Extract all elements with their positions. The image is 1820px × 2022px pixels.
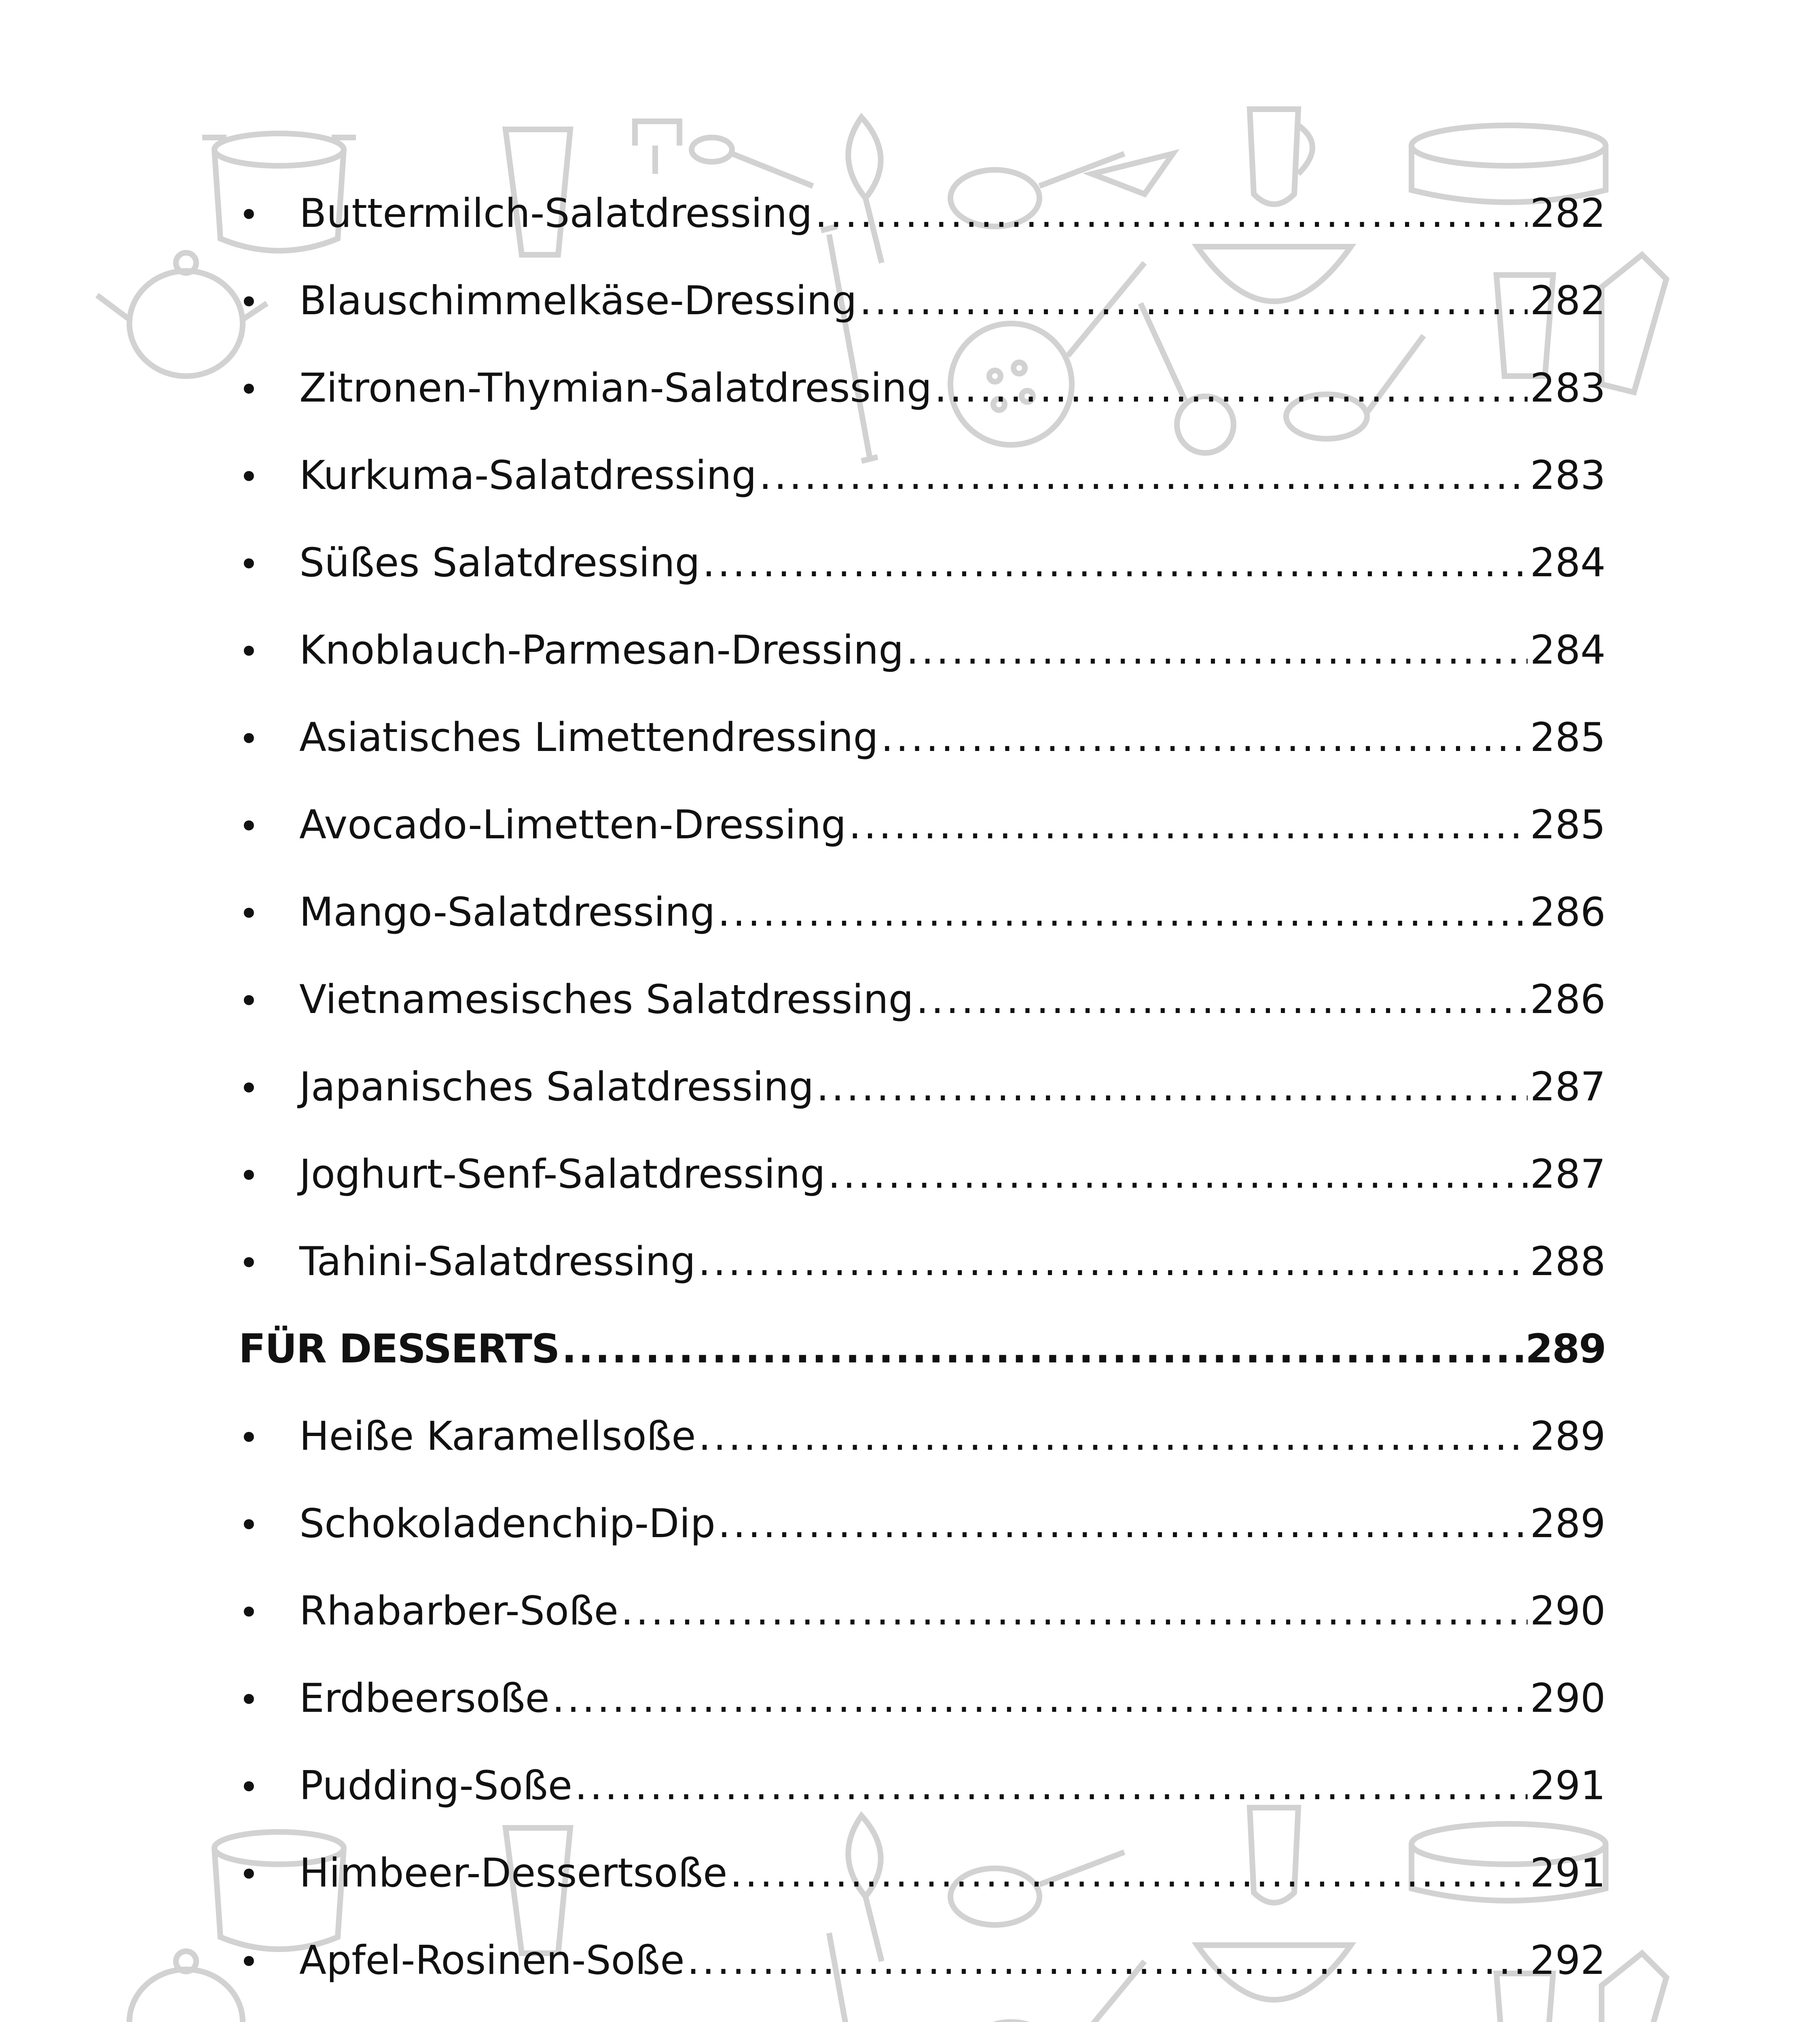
dot-leader <box>916 956 1528 1043</box>
dot-leader <box>881 694 1528 781</box>
toc-entry-page: 284 <box>1530 627 1606 673</box>
toc-entry-page: 291 <box>1530 1850 1606 1896</box>
toc-entry-title: Tahini-Salatdressing <box>299 1239 696 1285</box>
bullet-icon: • <box>239 1593 259 1633</box>
bullet-icon <box>239 2006 299 2022</box>
toc-entry-page: 286 <box>1530 889 1606 935</box>
toc-entry[interactable] <box>239 1218 1606 1305</box>
dot-leader <box>934 345 1528 432</box>
bullet-icon: • <box>239 457 259 497</box>
toc-entry-title: Pudding-Soße <box>299 1763 572 1809</box>
toc-entry-page: 283 <box>1530 365 1606 411</box>
toc-entry[interactable] <box>239 694 1606 781</box>
toc-entry[interactable] <box>239 1742 1606 1830</box>
bullet-icon: • <box>239 1156 259 1196</box>
dot-leader <box>815 170 1528 257</box>
toc-entry-title: Zitronen-Thymian-Salatdressing <box>299 365 932 411</box>
dot-leader <box>906 607 1528 694</box>
toc-section-heading[interactable] <box>239 1305 1606 1393</box>
dot-leader <box>828 1131 1528 1218</box>
dot-leader <box>698 1218 1528 1305</box>
toc-entry[interactable] <box>239 1393 1606 1480</box>
toc-entry-page: 290 <box>1530 1588 1606 1634</box>
bullet-icon: • <box>239 632 259 672</box>
toc-entry-page: 289 <box>1530 1413 1606 1459</box>
bullet-icon: • <box>239 1243 259 1284</box>
toc-entry-page: 291 <box>1530 1763 1606 1809</box>
toc-entry[interactable] <box>239 1830 1606 1917</box>
toc-entry[interactable] <box>239 1567 1606 1655</box>
toc-entry-page: 288 <box>1530 1239 1606 1285</box>
toc-entry-title: Buttermilch-Salatdressing <box>299 190 813 237</box>
toc-entry[interactable] <box>239 170 1606 257</box>
toc-entry-page: 285 <box>1530 715 1606 761</box>
toc-entry-page: 290 <box>1530 1675 1606 1722</box>
toc-entry[interactable] <box>239 345 1606 432</box>
toc-entry[interactable] <box>239 781 1606 869</box>
toc-entry-title: Rhabarber-Soße <box>299 1588 618 1634</box>
toc-entry-page: 285 <box>1530 802 1606 848</box>
toc-entry-title: Heiße Karamellsoße <box>299 1413 696 1459</box>
bullet-icon: • <box>239 1680 259 1720</box>
toc-entry-page: 286 <box>1530 977 1606 1023</box>
bullet-icon: • <box>239 1418 259 1458</box>
toc-entry-page: 283 <box>1530 453 1606 499</box>
bullet-icon: • <box>239 370 259 410</box>
toc-entry-title: Joghurt-Senf-Salatdressing <box>299 1151 825 1197</box>
faucet-icon <box>635 121 679 174</box>
dot-leader <box>730 1830 1527 1917</box>
dot-leader <box>703 519 1528 607</box>
toc-entry-title: Vietnamesisches Salatdressing <box>299 977 914 1023</box>
toc-entry[interactable] <box>239 519 1606 607</box>
toc-entry[interactable] <box>239 607 1606 694</box>
dot-leader <box>718 1480 1528 1567</box>
toc-entry-title: Himbeer-Dessertsoße <box>299 1850 728 1896</box>
toc-entry-page: 287 <box>1530 1151 1606 1197</box>
bullet-icon: • <box>239 1505 259 1546</box>
bullet-icon: • <box>239 1767 259 1808</box>
bullet-icon: • <box>239 894 259 934</box>
teapot-icon <box>129 1951 243 2022</box>
toc-entry[interactable] <box>239 869 1606 956</box>
toc-entry-page <box>1530 2004 1606 2022</box>
toc-entry-title: Kurkuma-Salatdressing <box>299 453 757 499</box>
toc-entry[interactable] <box>239 1917 1606 2004</box>
dot-leader <box>621 1567 1528 1655</box>
toc-entry-title: Erdbeersoße <box>299 1675 550 1722</box>
toc-entry[interactable] <box>239 1655 1606 1742</box>
bullet-icon: • <box>239 195 259 235</box>
toc-entry-page: 282 <box>1530 278 1606 324</box>
toc-entry-title: Apfel-Rosinen-Soße <box>299 1937 685 1984</box>
toc-section-title: FÜR DESSERTS <box>239 1326 559 1372</box>
toc-entry[interactable] <box>239 1131 1606 1218</box>
dot-leader <box>759 432 1528 519</box>
dot-leader <box>552 1655 1528 1742</box>
dot-leader <box>562 1305 1523 1393</box>
bullet-icon: • <box>239 719 259 759</box>
toc-entry[interactable] <box>239 1480 1606 1567</box>
dot-leader <box>717 869 1528 956</box>
toc-entry[interactable] <box>239 956 1606 1043</box>
bullet-icon: • <box>239 282 259 323</box>
toc-entry[interactable] <box>239 257 1606 345</box>
bullet-icon: • <box>239 806 259 847</box>
bullet-icon: • <box>239 1942 259 1982</box>
toc-entry[interactable] <box>239 1043 1606 1131</box>
dot-leader <box>859 257 1528 345</box>
bullet-icon: • <box>239 1068 259 1109</box>
toc-entry-title: Japanisches Salatdressing <box>299 1064 814 1110</box>
toc-entry[interactable] <box>239 2004 1606 2022</box>
toc-entry-page: 282 <box>1530 190 1606 237</box>
dot-leader <box>564 2004 1528 2022</box>
toc-entry-page: 284 <box>1530 540 1606 586</box>
toc-entry-title: Mango-Salatdressing <box>299 889 715 935</box>
toc-entry-title: Asiatisches Limettendressing <box>299 715 878 761</box>
dot-leader <box>816 1043 1528 1131</box>
dot-leader <box>687 1917 1528 2004</box>
grater-icon <box>1602 1953 1666 2022</box>
dot-leader <box>698 1393 1528 1480</box>
toc-entry-title <box>299 2004 561 2022</box>
toc-entry-page: 287 <box>1530 1064 1606 1110</box>
toc-entry-page: 289 <box>1530 1501 1606 1547</box>
bullet-icon: • <box>239 981 259 1022</box>
dot-leader <box>575 1742 1528 1830</box>
bullet-icon: • <box>239 544 259 585</box>
toc-entry-title: Avocado-Limetten-Dressing <box>299 802 847 848</box>
dot-leader <box>849 781 1528 869</box>
grater-icon <box>1602 255 1666 392</box>
toc-entry-title: Blauschimmelkäse-Dressing <box>299 278 857 324</box>
table-of-contents <box>239 170 1606 2022</box>
toc-entry[interactable] <box>239 432 1606 519</box>
toc-entry-page: 292 <box>1530 1937 1606 1984</box>
toc-entry-title: Schokoladenchip-Dip <box>299 1501 715 1547</box>
toc-entry-title: Süßes Salatdressing <box>299 540 700 586</box>
bullet-icon: • <box>239 1855 259 1895</box>
toc-entry-title: Knoblauch-Parmesan-Dressing <box>299 627 904 673</box>
toc-section-page: 289 <box>1525 1326 1606 1372</box>
